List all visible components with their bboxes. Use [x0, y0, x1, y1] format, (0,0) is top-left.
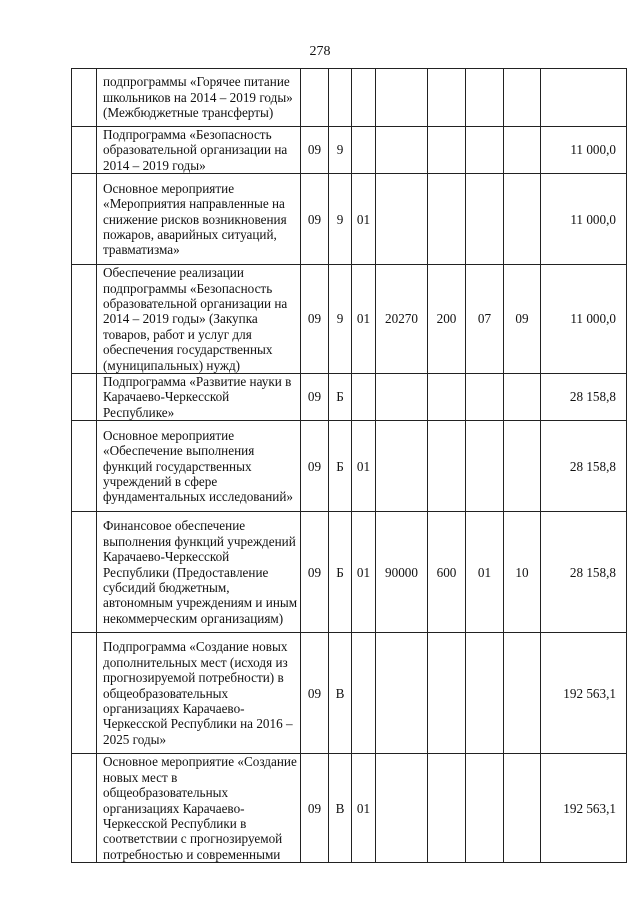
expense-type-cell: 600 [428, 512, 466, 633]
expense-type-cell: 200 [428, 265, 466, 374]
subprogram-cell [329, 69, 352, 127]
row-name: Основное мероприятие «Создание новых мест в общеобразовательных организациях Карачаево-Черкесской Республики в соответствии с прогнозируемой потребностью и современными [103, 754, 297, 862]
row-name-cell [97, 374, 301, 421]
section-cell [466, 127, 504, 174]
expense-type-cell [428, 421, 466, 512]
row-name-cell [97, 69, 301, 127]
code-cell: 09 [301, 512, 329, 633]
code-cell: 09 [301, 174, 329, 265]
row-name: Финансовое обеспечение выполнения функций учреждений Карачаево-Черкесской Республики (Предоставление субсидий бюджетным, автономным учреждениям и иным некоммерческим организациям) [103, 518, 298, 626]
subprogram-cell: Б [329, 374, 352, 421]
page-number: 278 [309, 44, 331, 59]
table-row [72, 69, 627, 127]
table-row [72, 127, 627, 174]
subprogram-cell: В [329, 633, 352, 754]
main-activity-cell: 01 [352, 754, 376, 863]
subsection-cell [504, 127, 541, 174]
subsection-cell [504, 69, 541, 127]
subsection-cell [504, 633, 541, 754]
section-cell [466, 69, 504, 127]
code-cell: 09 [301, 265, 329, 374]
expense-type-cell [428, 174, 466, 265]
row-number-cell [72, 512, 97, 633]
row-name-cell [97, 754, 301, 863]
amount-cell [541, 69, 627, 127]
section-cell [466, 374, 504, 421]
section-cell [466, 421, 504, 512]
row-number-cell [72, 174, 97, 265]
main-activity-cell: 01 [352, 265, 376, 374]
amount-cell: 28 158,8 [541, 512, 627, 633]
code-cell [301, 69, 329, 127]
table-row [72, 754, 627, 863]
section-cell: 07 [466, 265, 504, 374]
row-number-cell [72, 754, 97, 863]
table-row [72, 374, 627, 421]
row-number-cell [72, 633, 97, 754]
section-cell [466, 174, 504, 265]
row-number-cell [72, 69, 97, 127]
subsection-cell [504, 754, 541, 863]
row-name: подпрограммы «Горячее питание школьников на 2014 – 2019 годы» (Межбюджетные трансферты) [103, 74, 293, 121]
amount-cell: 192 563,1 [541, 754, 627, 863]
main-activity-cell: 01 [352, 512, 376, 633]
expense-type-cell [428, 754, 466, 863]
expense-type-cell [428, 633, 466, 754]
subsection-cell [504, 374, 541, 421]
expense-type-cell [428, 127, 466, 174]
amount-cell: 28 158,8 [541, 421, 627, 512]
section-cell [466, 633, 504, 754]
table-row [72, 265, 627, 374]
main-activity-cell [352, 633, 376, 754]
row-name-cell [97, 512, 301, 633]
direction-cell [376, 374, 428, 421]
main-activity-cell [352, 69, 376, 127]
subprogram-cell: 9 [329, 127, 352, 174]
direction-cell: 20270 [376, 265, 428, 374]
table-row [72, 633, 627, 754]
row-name: Обеспечение реализации подпрограммы «Безопасность образовательной организации на 2014 – 2019 годы» (Закупка товаров, работ и услуг для обеспечения государственных (муниципальных) нужд) [103, 265, 288, 373]
table-row [72, 421, 627, 512]
row-name: Подпрограмма «Развитие науки в Карачаево-Черкесской Республике» [103, 374, 292, 420]
expense-type-cell [428, 374, 466, 421]
direction-cell [376, 69, 428, 127]
row-name: Подпрограмма «Создание новых дополнительных мест (исходя из прогнозируемой потребности) в общеобразовательных организациях Карачаево-Черкесской Республики на 2016 – 2025 годы» [103, 639, 293, 747]
code-cell: 09 [301, 127, 329, 174]
section-cell [466, 754, 504, 863]
direction-cell [376, 633, 428, 754]
row-name-cell [97, 633, 301, 754]
direction-cell [376, 174, 428, 265]
code-cell: 09 [301, 633, 329, 754]
direction-cell [376, 421, 428, 512]
code-cell: 09 [301, 754, 329, 863]
main-activity-cell: 01 [352, 174, 376, 265]
main-activity-cell: 01 [352, 421, 376, 512]
row-name: Подпрограмма «Безопасность образовательной организации на 2014 – 2019 годы» [103, 127, 288, 173]
table-row [72, 512, 627, 633]
code-cell: 09 [301, 374, 329, 421]
row-number-cell [72, 265, 97, 374]
subsection-cell: 09 [504, 265, 541, 374]
subprogram-cell: Б [329, 512, 352, 633]
main-activity-cell [352, 127, 376, 174]
row-number-cell [72, 127, 97, 174]
amount-cell: 28 158,8 [541, 374, 627, 421]
row-name: Основное мероприятие «Обеспечение выполнения функций государственных учреждений в сфере фундаментальных исследований» [103, 427, 293, 505]
amount-cell: 11 000,0 [541, 265, 627, 374]
row-name-cell [97, 265, 301, 374]
row-name-cell [97, 421, 301, 512]
row-name: Основное мероприятие «Мероприятия направленные на снижение рисков возникновения пожаров, аварийных ситуаций, травматизма» [103, 180, 287, 258]
subprogram-cell: 9 [329, 265, 352, 374]
main-activity-cell [352, 374, 376, 421]
amount-cell: 11 000,0 [541, 174, 627, 265]
budget-table [71, 68, 627, 863]
subprogram-cell: 9 [329, 174, 352, 265]
subsection-cell [504, 174, 541, 265]
amount-cell: 11 000,0 [541, 127, 627, 174]
amount-cell: 192 563,1 [541, 633, 627, 754]
direction-cell [376, 127, 428, 174]
direction-cell [376, 754, 428, 863]
direction-cell: 90000 [376, 512, 428, 633]
code-cell: 09 [301, 421, 329, 512]
section-cell: 01 [466, 512, 504, 633]
row-name-cell [97, 174, 301, 265]
row-name-cell [97, 127, 301, 174]
table-row [72, 174, 627, 265]
expense-type-cell [428, 69, 466, 127]
subprogram-cell: Б [329, 421, 352, 512]
subsection-cell: 10 [504, 512, 541, 633]
row-number-cell [72, 374, 97, 421]
row-number-cell [72, 421, 97, 512]
subprogram-cell: В [329, 754, 352, 863]
subsection-cell [504, 421, 541, 512]
